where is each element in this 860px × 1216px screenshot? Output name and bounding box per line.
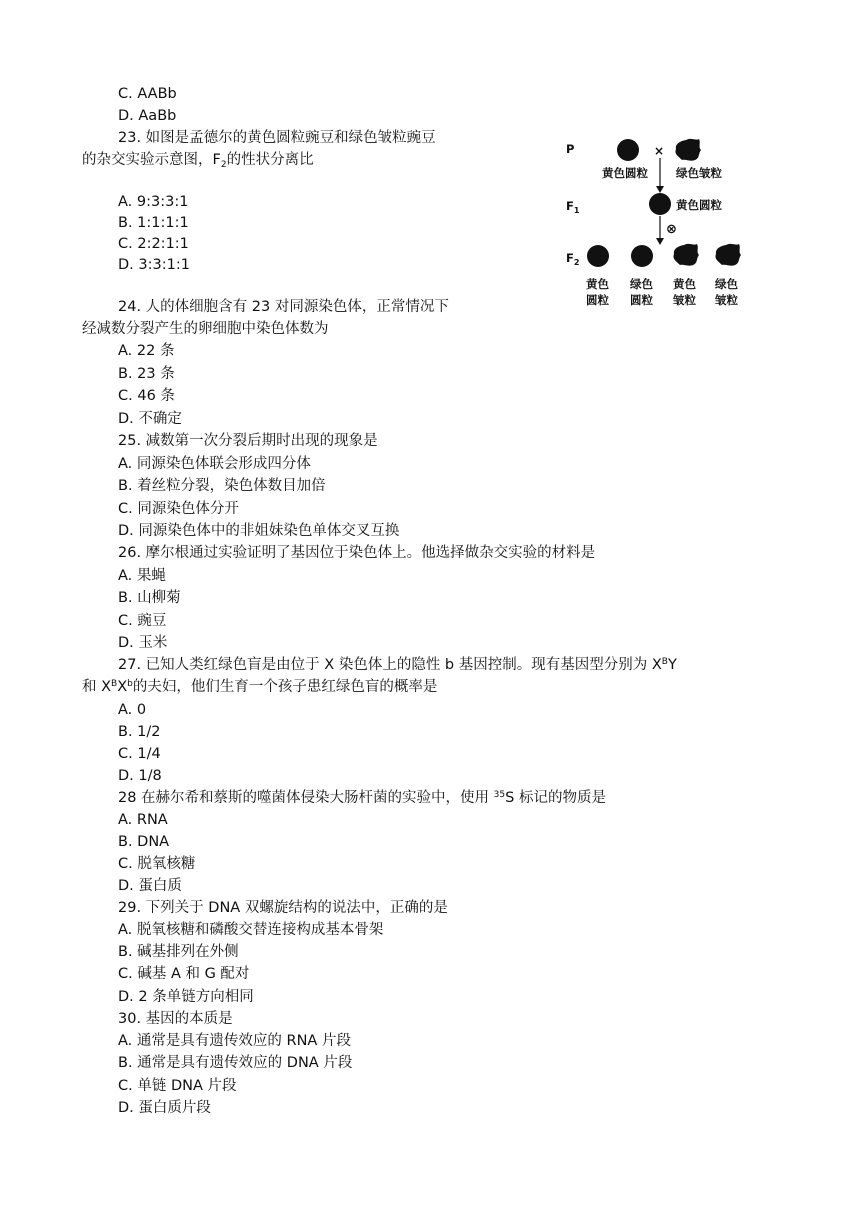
q27-option-c: C. 1/4 bbox=[118, 746, 161, 762]
q28-option-d: D. 蛋白质 bbox=[118, 878, 182, 894]
q24-option-b: B. 23 条 bbox=[118, 366, 175, 382]
mendel-cross-diagram bbox=[560, 132, 760, 317]
f2-pheno-1-top: 黄色 bbox=[586, 277, 609, 291]
p-generation-label: P bbox=[566, 142, 575, 156]
q29-option-a: A. 脱氧核糖和磷酸交替连接构成基本骨架 bbox=[118, 922, 384, 938]
selfing-symbol: ⊗ bbox=[666, 222, 677, 237]
q28-option-a: A. RNA bbox=[118, 812, 168, 828]
f2-pheno-1-bottom: 圆粒 bbox=[586, 293, 609, 307]
q25-option-c: C. 同源染色体分开 bbox=[118, 501, 239, 517]
q28-option-c: C. 脱氧核糖 bbox=[118, 856, 196, 872]
f2-yellow-round-pea bbox=[587, 245, 609, 267]
q23-option-a: A. 9:3:3:1 bbox=[118, 194, 189, 210]
q22-option-d: D. AaBb bbox=[118, 108, 177, 124]
q24-stem-line1: 24. 人的体细胞含有 23 对同源染色体，正常情况下 bbox=[118, 299, 449, 315]
q25-stem: 25. 减数第一次分裂后期时出现的现象是 bbox=[118, 433, 378, 449]
f1-phenotype: 黄色圆粒 bbox=[676, 198, 722, 212]
f2-pheno-3-bottom: 皱粒 bbox=[673, 293, 696, 307]
q23-option-c: C. 2:2:1:1 bbox=[118, 236, 189, 252]
q26-option-c: C. 豌豆 bbox=[118, 613, 167, 629]
q25-option-a: A. 同源染色体联会形成四分体 bbox=[118, 456, 311, 472]
cross-sign: × bbox=[654, 144, 665, 158]
q29-option-c: C. 碱基 A 和 G 配对 bbox=[118, 966, 250, 982]
f2-pheno-3-top: 黄色 bbox=[673, 277, 696, 291]
q25-option-b: B. 着丝粒分裂，染色体数目加倍 bbox=[118, 478, 326, 494]
q26-option-b: B. 山柳菊 bbox=[118, 590, 181, 606]
f1-yellow-round-pea bbox=[649, 193, 671, 215]
parent-yellow-round-pea bbox=[617, 139, 639, 161]
q30-option-d: D. 蛋白质片段 bbox=[118, 1100, 211, 1116]
q27-option-a: A. 0 bbox=[118, 702, 147, 718]
f2-green-round-pea bbox=[631, 245, 653, 267]
q27-option-b: B. 1/2 bbox=[118, 724, 161, 740]
q23-option-d: D. 3:3:1:1 bbox=[118, 257, 190, 273]
arrow-head-f2 bbox=[656, 238, 664, 245]
parent1-phenotype: 黄色圆粒 bbox=[602, 166, 648, 180]
q30-option-c: C. 单链 DNA 片段 bbox=[118, 1078, 237, 1094]
q24-stem-line2: 经减数分裂产生的卵细胞中染色体数为 bbox=[82, 321, 329, 337]
q23-option-b: B. 1:1:1:1 bbox=[118, 215, 189, 231]
q24-option-d: D. 不确定 bbox=[118, 411, 182, 427]
parent2-phenotype: 绿色皱粒 bbox=[676, 166, 722, 180]
q27-option-d: D. 1/8 bbox=[118, 768, 162, 784]
q23-stem-line2: 的杂交实验示意图，$F_2$的性状分离比 bbox=[82, 152, 314, 170]
q26-option-d: D. 玉米 bbox=[118, 635, 168, 651]
f2-pheno-4-bottom: 皱粒 bbox=[715, 293, 738, 307]
q28-stem: 28 在赫尔希和蔡斯的噬菌体侵染大肠杆菌的实验中，使用 $^{35}$S 标记的物质是 bbox=[118, 790, 606, 806]
q24-option-c: C. 46 条 bbox=[118, 388, 175, 404]
f2-green-wrinkled-pea bbox=[715, 244, 741, 266]
q26-stem: 26. 摩尔根通过实验证明了基因位于染色体上。他选择做杂交实验的材料是 bbox=[118, 545, 596, 561]
f2-pheno-2-top: 绿色 bbox=[630, 277, 653, 291]
q27-stem-line1: 27. 已知人类红绿色盲是由位于 X 染色体上的隐性 b 基因控制。现有基因型分别为 $X^BY$ bbox=[118, 657, 677, 673]
q27-stem-line2: 和 $X^BX^b$的夫妇，他们生育一个孩子患红绿色盲的概率是 bbox=[82, 679, 438, 695]
q28-option-b: B. DNA bbox=[118, 834, 170, 850]
q30-stem: 30. 基因的本质是 bbox=[118, 1011, 233, 1027]
f2-pheno-4-top: 绿色 bbox=[715, 277, 738, 291]
q22-option-c: C. AABb bbox=[118, 86, 177, 102]
f1-generation-label: $F_1$ bbox=[566, 199, 580, 215]
f2-yellow-wrinkled-pea bbox=[673, 244, 699, 266]
q30-option-a: A. 通常是具有遗传效应的 RNA 片段 bbox=[118, 1033, 351, 1049]
f2-pheno-2-bottom: 圆粒 bbox=[630, 293, 653, 307]
f2-generation-label: $F_2$ bbox=[566, 251, 580, 267]
q29-stem: 29. 下列关于 DNA 双螺旋结构的说法中，正确的是 bbox=[118, 900, 448, 916]
q25-option-d: D. 同源染色体中的非姐妹染色单体交叉互换 bbox=[118, 523, 400, 539]
arrow-head-f1 bbox=[656, 186, 664, 193]
parent-green-wrinkled-pea bbox=[675, 139, 701, 161]
q24-option-a: A. 22 条 bbox=[118, 343, 175, 359]
q26-option-a: A. 果蝇 bbox=[118, 568, 166, 584]
q23-stem-line1: 23. 如图是孟德尔的黄色圆粒豌豆和绿色皱粒豌豆 bbox=[118, 130, 436, 146]
q29-option-b: B. 碱基排列在外侧 bbox=[118, 944, 239, 960]
q30-option-b: B. 通常是具有遗传效应的 DNA 片段 bbox=[118, 1055, 353, 1071]
q29-option-d: D. 2 条单链方向相同 bbox=[118, 989, 254, 1005]
